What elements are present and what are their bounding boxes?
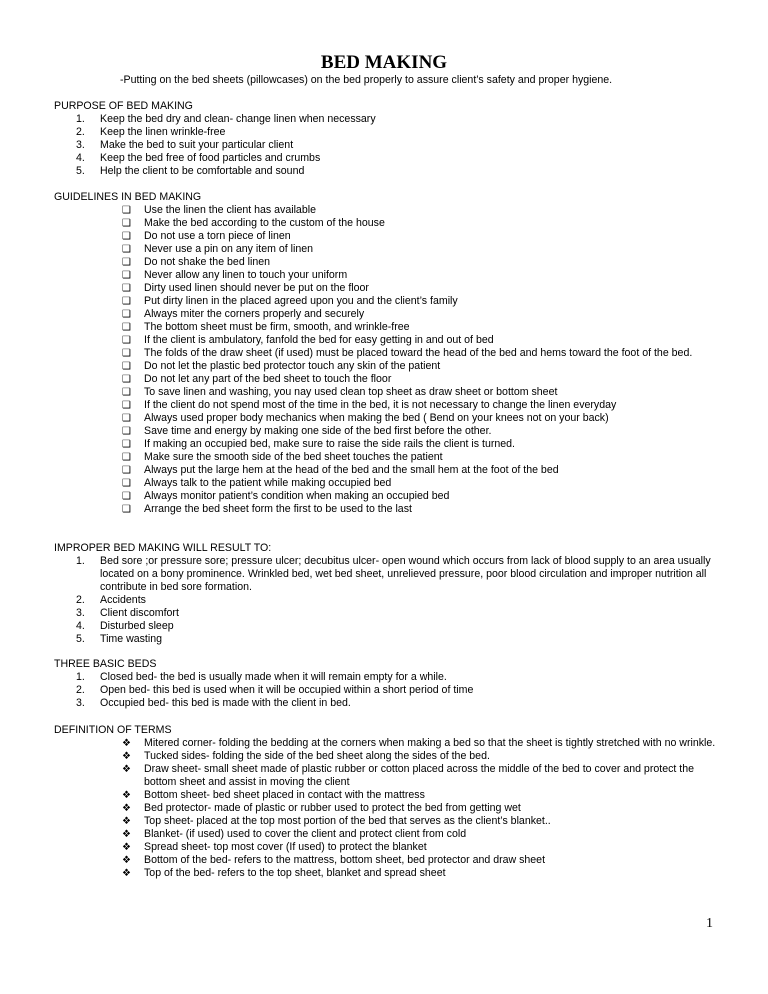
- list-number: 1.: [76, 555, 85, 567]
- list-item-text: Dirty used linen should never be put on the floor: [144, 282, 369, 294]
- diamond-bullet-icon: ❖: [122, 868, 131, 879]
- list-item: [54, 438, 724, 451]
- list-item-text: Always monitor patient’s condition when making an occupied bed: [144, 490, 450, 502]
- terms-list: [54, 737, 724, 880]
- list-item: [54, 139, 724, 152]
- beds-heading: THREE BASIC BEDS: [54, 658, 157, 670]
- list-item-text: Top sheet- placed at the top most portion of the bed that serves as the client’s blanket..: [144, 815, 551, 827]
- list-number: 3.: [76, 697, 85, 709]
- list-item: [54, 477, 724, 490]
- list-number: 2.: [76, 126, 85, 138]
- list-item-text: If the client do not spend most of the time in the bed, it is not necessary to change the linen everyday: [144, 399, 617, 411]
- list-item: [54, 789, 724, 802]
- checkbox-bullet-icon: ❑: [122, 478, 131, 489]
- improper-heading: IMPROPER BED MAKING WILL RESULT TO:: [54, 542, 272, 554]
- list-item: [54, 802, 724, 815]
- list-item: [54, 763, 724, 789]
- list-item-text: Do not let the plastic bed protector touch any skin of the patient: [144, 360, 441, 372]
- list-item-text: Time wasting: [100, 633, 163, 645]
- diamond-bullet-icon: ❖: [122, 855, 131, 866]
- diamond-bullet-icon: ❖: [122, 751, 131, 762]
- list-item-text: Accidents: [100, 594, 146, 606]
- list-item: [54, 425, 724, 438]
- list-item-text: Do not let any part of the bed sheet to touch the floor: [144, 373, 392, 385]
- list-item-text: Always used proper body mechanics when making the bed ( Bend on your knees not on your back): [144, 412, 609, 424]
- page-subtitle: -Putting on the bed sheets (pillowcases) on the bed properly to assure client’s safety and proper hygiene.: [120, 74, 613, 86]
- list-item-text: Bed sore ;or pressure sore; pressure ulcer; decubitus ulcer- open wound which occurs from lack of blood supply to an area usually located on a bony prominence. Wrinkled bed, wet bed sheet, unrelieved pressure, poor blood circulation and improper nutrition all contribute in bed sore formation.: [100, 555, 711, 593]
- list-item: [54, 165, 724, 178]
- list-item: [54, 113, 724, 126]
- list-item: [54, 269, 724, 282]
- list-number: 4.: [76, 620, 85, 632]
- checkbox-bullet-icon: ❑: [122, 257, 131, 268]
- checkbox-bullet-icon: ❑: [122, 387, 131, 398]
- list-item: [54, 867, 724, 880]
- list-item-text: Keep the bed dry and clean- change linen when necessary: [100, 113, 376, 125]
- checkbox-bullet-icon: ❑: [122, 413, 131, 424]
- list-item-text: Open bed- this bed is used when it will be occupied within a short period of time: [100, 684, 474, 696]
- checkbox-bullet-icon: ❑: [122, 400, 131, 411]
- list-item-text: Put dirty linen in the placed agreed upon you and the client’s family: [144, 295, 458, 307]
- list-item: [54, 750, 724, 763]
- list-number: 2.: [76, 594, 85, 606]
- list-item: [54, 684, 724, 697]
- list-item-text: Bottom sheet- bed sheet placed in contact with the mattress: [144, 789, 425, 801]
- list-item-text: Spread sheet- top most cover (If used) to protect the blanket: [144, 841, 427, 853]
- checkbox-bullet-icon: ❑: [122, 426, 131, 437]
- list-item-text: Top of the bed- refers to the top sheet, blanket and spread sheet: [144, 867, 446, 879]
- list-item: [54, 828, 724, 841]
- list-item-text: Keep the linen wrinkle-free: [100, 126, 226, 138]
- list-item-text: Bottom of the bed- refers to the mattress, bottom sheet, bed protector and draw sheet: [144, 854, 546, 866]
- diamond-bullet-icon: ❖: [122, 790, 131, 801]
- list-item-text: Blanket- (if used) used to cover the client and protect client from cold: [144, 828, 467, 840]
- guidelines-section: [54, 191, 724, 516]
- list-item: [54, 620, 724, 633]
- list-item-text: Help the client to be comfortable and sound: [100, 165, 305, 177]
- page-number: 1: [706, 916, 713, 931]
- page-title: BED MAKING: [320, 52, 448, 73]
- list-item-text: Mitered corner- folding the bedding at the corners when making a bed so that the sheet is tightly stretched with no wrinkle.: [144, 737, 716, 749]
- diamond-bullet-icon: ❖: [122, 738, 131, 749]
- list-number: 5.: [76, 165, 85, 177]
- checkbox-bullet-icon: ❑: [122, 504, 131, 515]
- list-item-text: Always put the large hem at the head of the bed and the small hem at the foot of the bed: [144, 464, 559, 476]
- improper-section: [54, 542, 724, 646]
- beds-list: [54, 671, 724, 710]
- list-item: [54, 633, 724, 646]
- diamond-bullet-icon: ❖: [122, 842, 131, 853]
- diamond-bullet-icon: ❖: [122, 816, 131, 827]
- list-item: [54, 334, 724, 347]
- list-number: 1.: [76, 671, 85, 683]
- list-item-text: Do not shake the bed linen: [144, 256, 271, 268]
- terms-section: [54, 724, 724, 880]
- list-item: [54, 282, 724, 295]
- list-item: [54, 697, 724, 710]
- list-item: [54, 737, 724, 750]
- list-item: [54, 841, 724, 854]
- list-item-text: Occupied bed- this bed is made with the client in bed.: [100, 697, 351, 709]
- list-item: [54, 217, 724, 230]
- list-item: [54, 152, 724, 165]
- purpose-section: [54, 100, 724, 178]
- list-item: [54, 607, 724, 620]
- list-item-text: Closed bed- the bed is usually made when it will remain empty for a while.: [100, 671, 447, 683]
- checkbox-bullet-icon: ❑: [122, 491, 131, 502]
- list-item-text: Always talk to the patient while making occupied bed: [144, 477, 392, 489]
- list-item: [54, 399, 724, 412]
- list-item: [54, 308, 724, 321]
- terms-heading: DEFINITION OF TERMS: [54, 724, 172, 736]
- list-item: [54, 555, 724, 594]
- list-item-text: If making an occupied bed, make sure to raise the side rails the client is turned.: [144, 438, 515, 450]
- checkbox-bullet-icon: ❑: [122, 283, 131, 294]
- list-item: [54, 256, 724, 269]
- list-item: [54, 503, 724, 516]
- list-item: [54, 594, 724, 607]
- list-item: [54, 204, 724, 217]
- list-item-text: Keep the bed free of food particles and crumbs: [100, 152, 321, 164]
- list-item-text: Arrange the bed sheet form the first to be used to the last: [144, 503, 412, 515]
- checkbox-bullet-icon: ❑: [122, 439, 131, 450]
- list-item-text: Always miter the corners properly and securely: [144, 308, 365, 320]
- list-item: [54, 386, 724, 399]
- list-item-text: Make the bed according to the custom of the house: [144, 217, 385, 229]
- list-number: 1.: [76, 113, 85, 125]
- list-item: [54, 373, 724, 386]
- list-item: [54, 321, 724, 334]
- diamond-bullet-icon: ❖: [122, 803, 131, 814]
- list-number: 5.: [76, 633, 85, 645]
- checkbox-bullet-icon: ❑: [122, 296, 131, 307]
- checkbox-bullet-icon: ❑: [122, 205, 131, 216]
- list-item-text: Never use a pin on any item of linen: [144, 243, 314, 255]
- list-item-text: Draw sheet- small sheet made of plastic rubber or cotton placed across the middle of the bed to cover and protect the bottom sheet and assist in moving the client: [144, 763, 694, 788]
- diamond-bullet-icon: ❖: [122, 829, 131, 840]
- list-item: [54, 295, 724, 308]
- checkbox-bullet-icon: ❑: [122, 335, 131, 346]
- checkbox-bullet-icon: ❑: [122, 309, 131, 320]
- beds-section: [54, 658, 724, 710]
- list-item-text: Tucked sides- folding the side of the bed sheet along the sides of the bed.: [144, 750, 490, 762]
- list-item: [54, 464, 724, 477]
- list-item: [54, 451, 724, 464]
- list-item-text: Bed protector- made of plastic or rubber used to protect the bed from getting wet: [144, 802, 521, 814]
- list-number: 3.: [76, 139, 85, 151]
- checkbox-bullet-icon: ❑: [122, 374, 131, 385]
- purpose-heading: PURPOSE OF BED MAKING: [54, 100, 193, 112]
- improper-list: [54, 555, 724, 646]
- list-item-text: Do not use a torn piece of linen: [144, 230, 291, 242]
- checkbox-bullet-icon: ❑: [122, 322, 131, 333]
- list-item: [54, 347, 724, 360]
- list-item-text: The folds of the draw sheet (if used) must be placed toward the head of the bed and hems toward the foot of the bed.: [144, 347, 693, 359]
- list-item-text: The bottom sheet must be firm, smooth, and wrinkle-free: [144, 321, 410, 333]
- list-number: 2.: [76, 684, 85, 696]
- checkbox-bullet-icon: ❑: [122, 452, 131, 463]
- diamond-bullet-icon: ❖: [122, 764, 131, 775]
- list-item-text: Make sure the smooth side of the bed sheet touches the patient: [144, 451, 443, 463]
- list-item: [54, 243, 724, 256]
- checkbox-bullet-icon: ❑: [122, 270, 131, 281]
- list-item: [54, 854, 724, 867]
- list-item-text: Never allow any linen to touch your uniform: [144, 269, 348, 281]
- purpose-list: [54, 113, 724, 178]
- list-item-text: Client discomfort: [100, 607, 179, 619]
- checkbox-bullet-icon: ❑: [122, 465, 131, 476]
- list-item-text: Use the linen the client has available: [144, 204, 316, 216]
- list-item: [54, 815, 724, 828]
- guidelines-heading: GUIDELINES IN BED MAKING: [54, 191, 202, 203]
- list-item: [54, 412, 724, 425]
- list-number: 3.: [76, 607, 85, 619]
- guidelines-list: [54, 204, 724, 516]
- checkbox-bullet-icon: ❑: [122, 231, 131, 242]
- list-item: [54, 490, 724, 503]
- list-number: 4.: [76, 152, 85, 164]
- checkbox-bullet-icon: ❑: [122, 244, 131, 255]
- list-item-text: Save time and energy by making one side of the bed first before the other.: [144, 425, 492, 437]
- list-item-text: If the client is ambulatory, fanfold the bed for easy getting in and out of bed: [144, 334, 494, 346]
- list-item: [54, 671, 724, 684]
- list-item: [54, 126, 724, 139]
- list-item: [54, 360, 724, 373]
- list-item: [54, 230, 724, 243]
- checkbox-bullet-icon: ❑: [122, 348, 131, 359]
- checkbox-bullet-icon: ❑: [122, 218, 131, 229]
- list-item-text: Make the bed to suit your particular client: [100, 139, 294, 151]
- list-item-text: To save linen and washing, you nay used clean top sheet as draw sheet or bottom sheet: [144, 386, 558, 398]
- list-item-text: Disturbed sleep: [100, 620, 174, 632]
- checkbox-bullet-icon: ❑: [122, 361, 131, 372]
